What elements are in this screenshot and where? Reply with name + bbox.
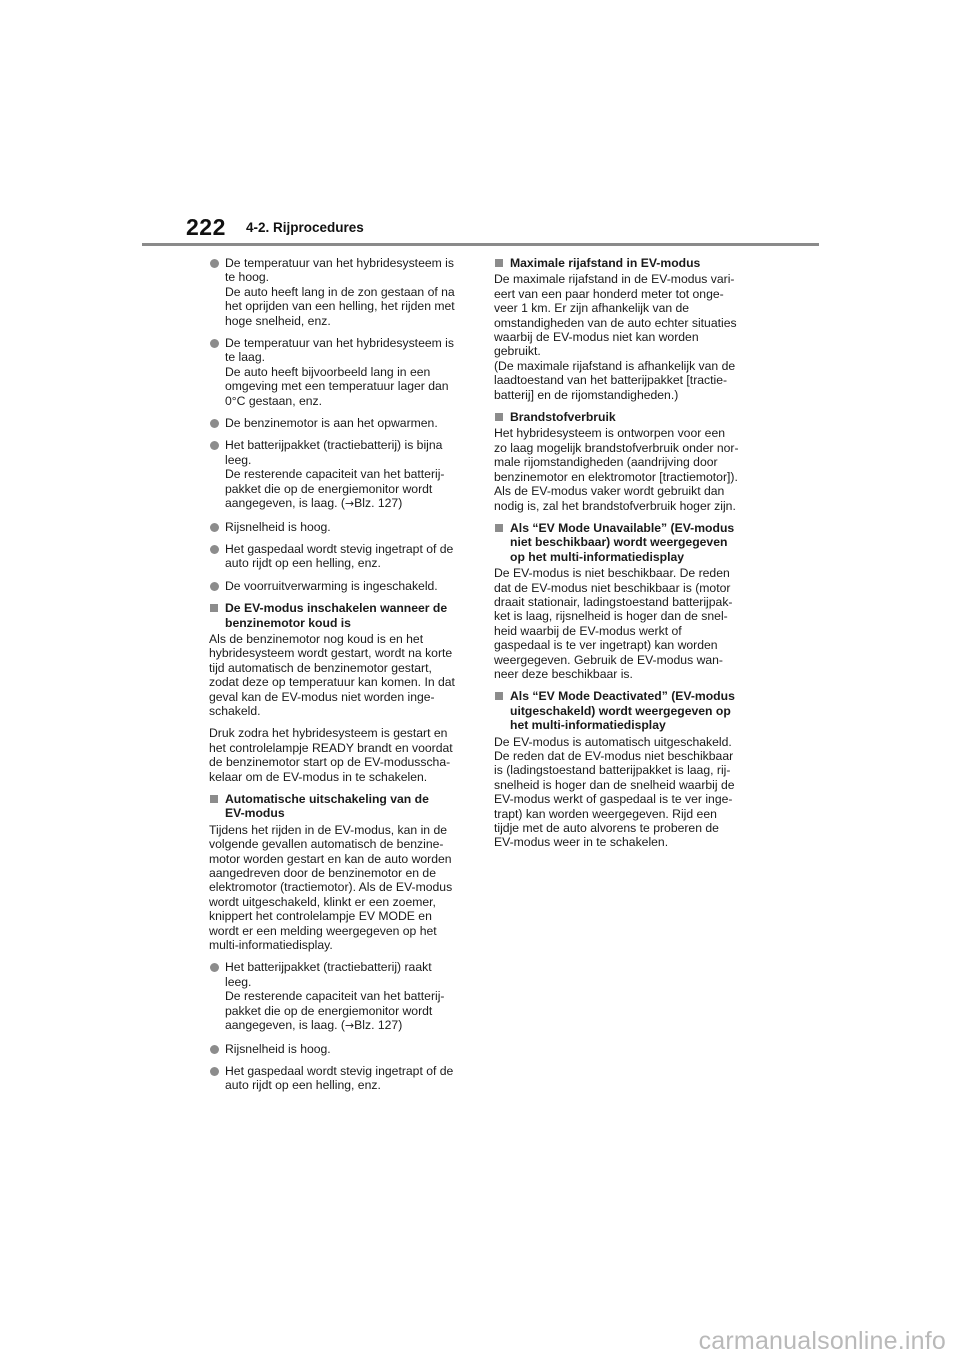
bullet-icon	[210, 1067, 219, 1076]
subheading-auto-deactivation: Automatische uitschakeling van de EV-modus	[209, 792, 467, 821]
square-bullet-icon	[495, 524, 503, 532]
subheading-cold-engine: De EV-modus inschakelen wanneer de benzinemotor koud is	[209, 601, 467, 630]
paragraph: Druk zodra het hybridesysteem is gestart en het controlelampje READY brandt en voordat de benzinemotor start op de EV-modusscha- kelaar om de EV-modus in te schakelen.	[209, 726, 453, 784]
header-divider	[142, 243, 819, 246]
paragraph: De EV-modus is niet beschikbaar. De reden dat de EV-modus niet beschikbaar is (motor draait stationair, ladingstoestand batterijpak- ket is laag, rijsnelheid is hoger dan de snel- heid waarbij de EV-modus werkt of gaspedaal is te ver ingetrapt) kan worden weergegeven. Gebruik de EV-modus wan- neer deze beschikbaar is.	[494, 566, 733, 681]
subheading-ev-deactivated: Als “EV Mode Deactivated” (EV-modus uitgeschakeld) wordt weergegeven op het multi-informatiedisplay	[494, 689, 756, 732]
bullet-icon	[210, 582, 219, 591]
bullet-icon	[210, 545, 219, 554]
bullet-icon	[210, 419, 219, 428]
square-bullet-icon	[495, 259, 503, 267]
list-item: De temperatuur van het hybridesysteem is te hoog. De auto heeft lang in de zon gestaan of na het oprijden van een helling, het rijden met hoge snelheid, enz.	[209, 256, 467, 328]
page-reference: Blz. 127)	[354, 496, 403, 511]
right-column	[494, 256, 756, 858]
paragraph: Het hybridesysteem is ontworpen voor een zo laag mogelijk brandstofverbruik onder nor- male rijomstandigheden (aandrijving door benzinemotor en elektromotor [tractiemotor]). Als de EV-modus vaker wordt gebruikt dan nodig is, zal het brandstofverbruik hoger zijn.	[494, 426, 739, 513]
list-item: De voorruitverwarming is ingeschakeld.	[209, 579, 467, 593]
bullet-icon	[210, 963, 219, 972]
arrow-right-icon: →	[344, 1019, 355, 1033]
list-item: Het batterijpakket (tractiebatterij) is bijna leeg. De resterende capaciteit van het batterij- pakket die op de energiemonitor wordt aangegeven, is laag. (→Blz. 127)	[209, 438, 467, 511]
paragraph: De maximale rijafstand in de EV-modus vari- eert van een paar honderd meter tot onge- veer 1 km. Er zijn afhankelijk van de omstandigheden van de auto echter situaties waarbij de EV-modus niet kan worden gebruikt. (De maximale rijafstand is afhankelijk van de laadtoestand van het batterijpakket [tractie- batterij] en de rijomstandigheden.)	[494, 272, 737, 402]
square-bullet-icon	[495, 413, 503, 421]
bullet-icon	[210, 523, 219, 532]
watermark-text: carmanualsonline.info	[698, 1327, 946, 1355]
subheading-fuel-consumption: Brandstofverbruik	[494, 410, 756, 424]
subheading-max-range: Maximale rijafstand in EV-modus	[494, 256, 756, 270]
list-item: De benzinemotor is aan het opwarmen.	[209, 416, 467, 430]
section-title: 4-2. Rijprocedures	[246, 220, 364, 235]
arrow-right-icon: →	[344, 497, 355, 511]
bullet-icon	[210, 259, 219, 268]
bullet-icon	[210, 1045, 219, 1054]
list-item: Rijsnelheid is hoog.	[209, 520, 467, 534]
list-item: Het batterijpakket (tractiebatterij) raakt leeg. De resterende capaciteit van het batterij- pakket die op de energiemonitor wordt aangegeven, is laag. (→Blz. 127)	[209, 960, 467, 1033]
square-bullet-icon	[210, 604, 218, 612]
left-column	[209, 256, 467, 1101]
list-item: De temperatuur van het hybridesysteem is te laag. De auto heeft bijvoorbeeld lang in een omgeving met een temperatuur lager dan 0°C gestaan, enz.	[209, 336, 467, 408]
paragraph: Als de benzinemotor nog koud is en het hybridesysteem wordt gestart, wordt na korte tijd automatisch de benzinemotor gestart, zodat deze op temperatuur kan komen. In dat geval kan de EV-modus niet worden inge- schakeld.	[209, 631, 455, 718]
list-item: Het gaspedaal wordt stevig ingetrapt of de auto rijdt op een helling, enz.	[209, 1064, 467, 1093]
list-item: Het gaspedaal wordt stevig ingetrapt of de auto rijdt op een helling, enz.	[209, 542, 467, 571]
paragraph: Tijdens het rijden in de EV-modus, kan in de volgende gevallen automatisch de benzine- motor worden gestart en kan de auto worden aangedreven door de benzinemotor en de elektromotor (tractiemotor). Als de EV-modus wordt uitgeschakeld, klinkt er een zoemer, knippert het controlelampje EV MODE en wordt er een melding weergegeven op het multi-informatiedisplay.	[209, 822, 453, 953]
list-item: Rijsnelheid is hoog.	[209, 1042, 467, 1056]
square-bullet-icon	[210, 795, 218, 803]
bullet-icon	[210, 441, 219, 450]
page-number: 222	[186, 214, 226, 240]
paragraph: De EV-modus is automatisch uitgeschakeld. De reden dat de EV-modus niet beschikbaar is (ladingstoestand batterijpakket is laag, rij- snelheid is hoger dan de snelheid waarbij de EV-modus werkt of gaspedaal is te ver inge- trapt) kan worden weergegeven. Rijd een tijdje met de auto alvorens te proberen de EV-modus weer in te schakelen.	[494, 734, 735, 850]
subheading-ev-unavailable: Als “EV Mode Unavailable” (EV-modus niet beschikbaar) wordt weergegeven op het multi-informatiedisplay	[494, 521, 756, 564]
square-bullet-icon	[495, 692, 503, 700]
page-reference: Blz. 127)	[354, 1018, 403, 1033]
bullet-icon	[210, 339, 219, 348]
